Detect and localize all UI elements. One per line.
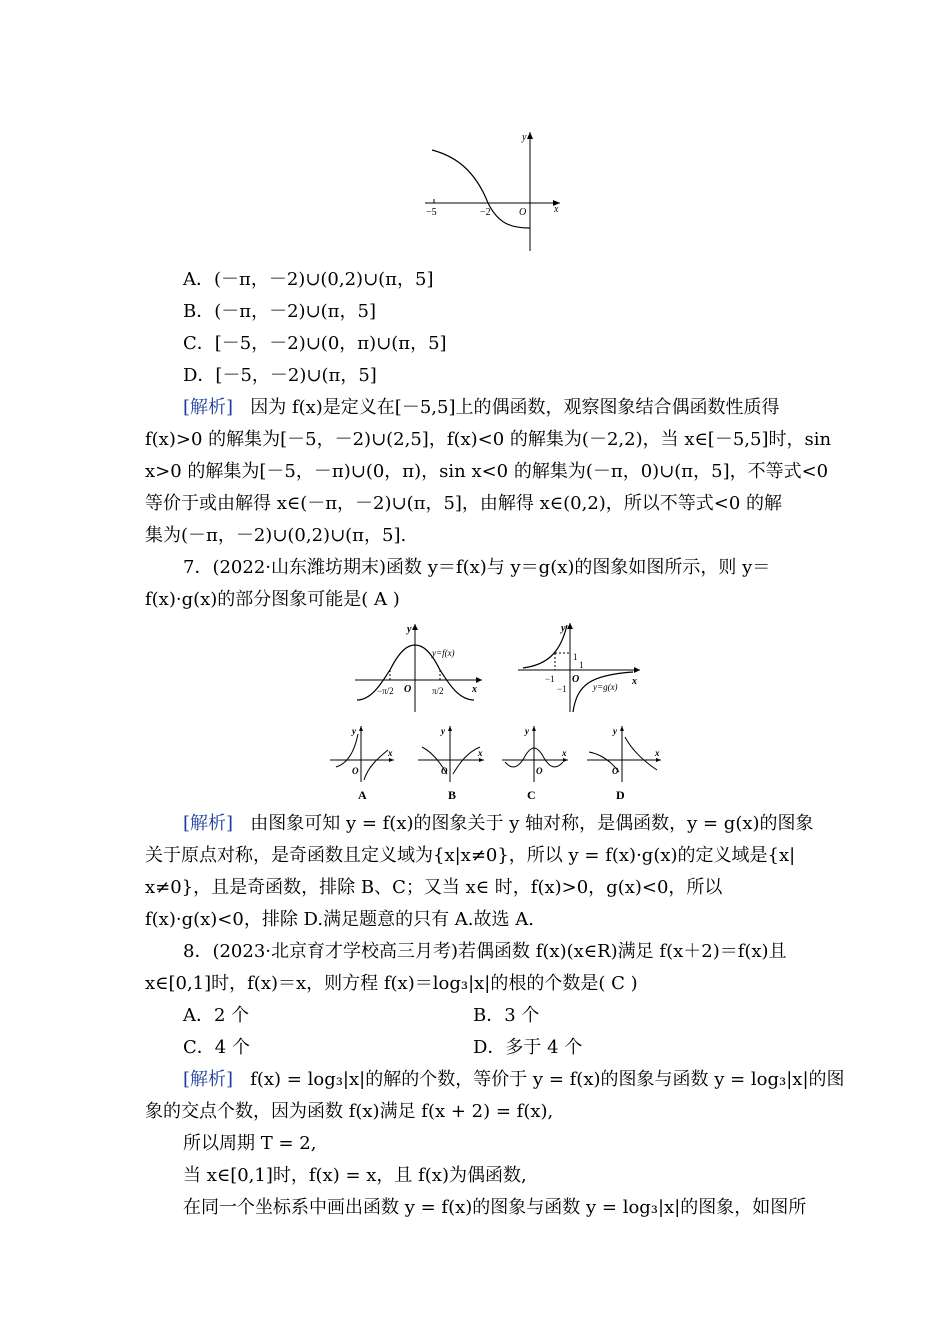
svg-text:π/2: π/2 [432,686,444,696]
q7-analysis-line-3: x≠0}，且是奇函数，排除 B、C；又当 x∈ 时，f(x)>0，g(x)<0，所以 [145,877,723,898]
q7-line-1: 7．(2022·山东潍坊期末)函数 y＝f(x)与 y＝g(x)的图象如图所示，则 y＝ [183,557,771,578]
svg-text:−π/2: −π/2 [377,686,394,696]
q8-analysis-line-3: 所以周期 T = 2, [183,1133,317,1154]
q8-options-row-1: A．2 个 B．3 个 [183,1005,540,1026]
option-label-a: A [358,788,367,802]
svg-text:x: x [562,748,567,758]
f-label: y=f(x) [432,648,455,658]
g-label: y=g(x) [593,682,618,692]
option-label-b: B [448,788,457,802]
svg-text:O: O [441,766,448,776]
svg-text:x: x [472,684,477,695]
q6-analysis-line-3: x>0 的解集为[－5，－π)∪(0，π)，sin x<0 的解集为(－π，0)∪(π，5]，不等式<0 [145,461,829,482]
svg-text:y: y [352,726,356,736]
svg-text:x: x [655,748,660,758]
option-graph-d [585,722,665,784]
q6-option-d: D．[－5，－2)∪(π，5] [183,365,377,386]
option-graph-a [328,722,398,784]
q7-line-2: f(x)·g(x)的部分图象可能是( A ) [145,589,400,610]
svg-text:y: y [561,623,566,634]
x-axis-label: x [554,204,559,215]
option-graph-b [416,722,488,784]
svg-text:1: 1 [573,652,578,662]
q8-line-1: 8．(2023·北京育才学校高三月考)若偶函数 f(x)(x∈R)满足 f(x＋2)＝f(x)且 [183,941,787,962]
svg-text:−1: −1 [557,684,567,694]
svg-text:x: x [478,748,483,758]
svg-text:y: y [441,726,445,736]
graph-g [515,620,645,715]
q7-analysis-line-1: [解析] 由图象可知 y = f(x)的图象关于 y 轴对称，是偶函数，y = g(x)的图象 [183,813,814,834]
q7-analysis-line-2: 关于原点对称，是奇函数且定义域为{x|x≠0}，所以 y = f(x)·g(x)的定义域是{x| [145,845,796,866]
svg-text:x: x [388,748,393,758]
svg-text:−1: −1 [545,674,555,684]
graph-even-function [420,128,565,256]
tick-neg2: −2 [480,207,491,218]
q6-analysis-line-2: f(x)>0 的解集为[－5，－2)∪(2,5]，f(x)<0 的解集为(－2,2)，当 x∈[－5,5]时，sin [145,429,832,450]
svg-text:O: O [536,766,543,776]
q6-analysis-line-4: 等价于或由解得 x∈(－π，－2)∪(π，5]，由解得 x∈(0,2)，所以不等式<0 的解 [145,493,783,514]
svg-text:O: O [404,684,412,695]
q7-analysis-line-4: f(x)·g(x)<0，排除 D.满足题意的只有 A.故选 A. [145,909,534,930]
q8-analysis-line-2: 象的交点个数，因为函数 f(x)满足 f(x + 2) = f(x), [145,1101,554,1122]
q6-option-c: C．[－5，－2)∪(0，π)∪(π，5] [183,333,447,354]
q6-option-b: B．(－π，－2)∪(π，5] [183,301,376,322]
option-graph-c [500,722,572,784]
q8-options-row-2: C．4 个 D．多于 4 个 [183,1037,583,1058]
svg-text:1: 1 [579,660,584,670]
option-label-d: D [616,788,625,802]
tick-neg5: −5 [426,207,437,218]
svg-text:x: x [632,676,637,687]
q8-line-2: x∈[0,1]时，f(x)＝x，则方程 f(x)＝log₃|x|的根的个数是( C ) [145,973,638,994]
svg-text:O: O [352,766,359,776]
q8-analysis-line-5: 在同一个坐标系中画出函数 y = f(x)的图象与函数 y = log₃|x|的图象，如图所 [183,1197,807,1218]
y-axis-label: y [522,132,527,143]
graph-f [352,620,487,715]
q6-analysis-line-1: [解析] 因为 f(x)是定义在[－5,5]上的偶函数，观察图象结合偶函数性质得 [183,397,780,418]
q7-source: (2022·山东潍坊期末) [212,557,387,578]
svg-text:y: y [525,726,529,736]
q6-analysis-line-5: 集为(－π，－2)∪(0,2)∪(π，5]. [145,525,407,546]
svg-text:y: y [407,624,412,635]
q8-source: (2023·北京育才学校高三月考) [212,941,459,962]
q8-analysis-line-1: [解析] f(x) = log₃|x|的解的个数，等价于 y = f(x)的图象与函数 y = log₃|x|的图 [183,1069,845,1090]
svg-text:y: y [613,726,617,736]
svg-text:O: O [572,674,580,685]
svg-text:O: O [612,766,619,776]
q8-analysis-line-4: 当 x∈[0,1]时，f(x) = x，且 f(x)为偶函数, [183,1165,527,1186]
origin-label: O [519,207,527,218]
q6-option-a: A．(－π，－2)∪(0,2)∪(π，5] [183,269,434,290]
analysis-tag: [解析] [183,397,234,418]
option-label-c: C [527,788,536,802]
